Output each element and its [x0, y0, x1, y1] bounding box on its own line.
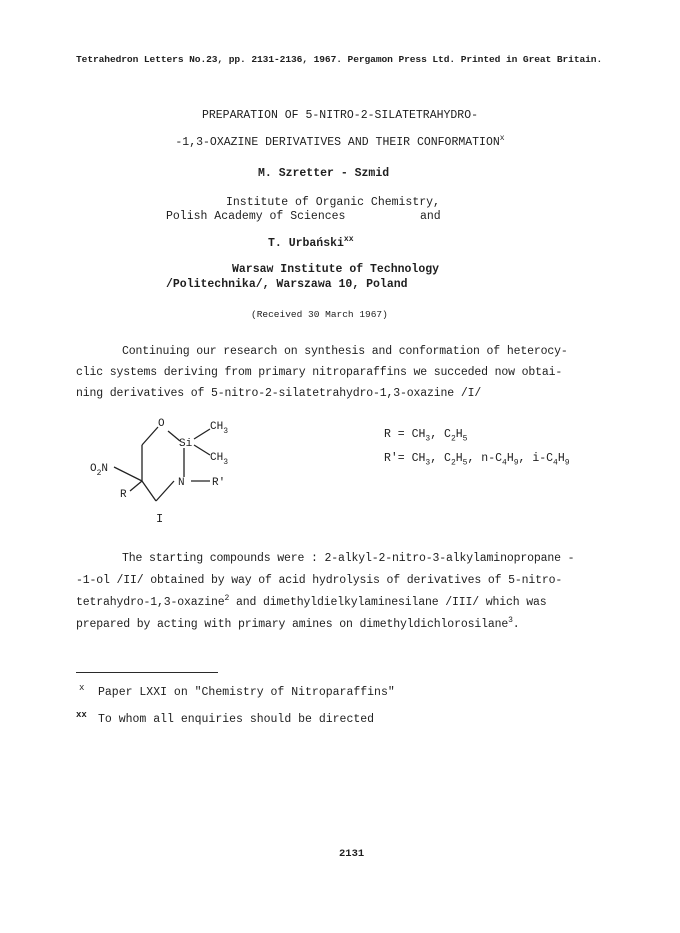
rp-def-sub-6: 4 — [553, 458, 558, 468]
p2-l4-a: prepared by acting with primary amines on dimethyldichlorosilane — [76, 618, 509, 631]
footnote-rule — [76, 672, 218, 673]
affiliation-1-line-1: Institute of Organic Chemistry, — [226, 196, 440, 209]
author-1: M. Szretter - Szmid — [258, 167, 390, 180]
rp-def-sub-7: 9 — [564, 458, 570, 468]
p2-l4-b: . — [512, 618, 520, 631]
footnote-1-mark: x — [79, 683, 85, 693]
rp-def-sub-2: 2 — [450, 458, 456, 468]
rp-def-c1: , C — [430, 452, 451, 465]
r-def-h: H — [455, 428, 463, 441]
title-footnote-mark: x — [499, 134, 505, 144]
r-prime-label: R' — [212, 477, 226, 489]
footnote-2-mark: xx — [76, 710, 87, 720]
nitro-sub: 2 — [96, 469, 102, 478]
paragraph-2-line-2: -1-ol /II/ obtained by way of acid hydrolysis of derivatives of 5-nitro- — [76, 574, 563, 587]
nitro-n: N — [101, 463, 109, 475]
paragraph-2-line-3 — [76, 596, 547, 609]
paragraph-1-line-2: clic systems deriving from primary nitroparaffins we succeded now obtai- — [76, 366, 563, 379]
paragraph-1-line-3: ning derivatives of 5-nitro-2-silatetrahydro-1,3-oxazine /I/ — [76, 387, 482, 400]
bond-c5-c4 — [142, 481, 156, 501]
bond-no2-c5 — [114, 467, 142, 481]
bond-r-c5 — [130, 481, 142, 491]
rp-def-lhs: R'= CH — [384, 452, 426, 465]
bond-o-c6 — [142, 427, 158, 445]
affiliation-2-line-2: /Politechnika/, Warszawa 10, Poland — [166, 278, 408, 291]
title-line-2 — [0, 136, 680, 149]
rp-def-h3: H — [557, 452, 565, 465]
author-2 — [268, 237, 354, 250]
title-line-1: PREPARATION OF 5-NITRO-2-SILATETRAHYDRO- — [201, 109, 479, 122]
bond-si-ch3-top — [194, 429, 210, 439]
author-2-footnote-mark: xx — [343, 235, 354, 245]
received-date: (Received 30 March 1967) — [251, 309, 388, 320]
ring-oxygen-label: O — [158, 418, 165, 430]
r-definition — [384, 428, 468, 444]
paragraph-1-line-1: Continuing our research on synthesis and conformation of heterocy- — [122, 345, 568, 358]
methyl-bottom-label — [210, 452, 228, 467]
p2-l4-ref: 3 — [508, 616, 513, 626]
footnote-1-text: Paper LXXI on "Chemistry of Nitroparaffins" — [98, 686, 395, 699]
rp-def-h2: H — [506, 452, 514, 465]
structure-number: I — [156, 512, 164, 526]
nitro-o: O — [90, 463, 97, 475]
r-label: R — [120, 489, 127, 501]
bond-c4-n — [156, 481, 174, 501]
methyl-top-label — [210, 421, 228, 436]
paragraph-2-line-1: The starting compounds were : 2-alkyl-2-nitro-3-alkylaminopropane - — [122, 552, 575, 565]
r-def-lhs: R = CH — [384, 428, 426, 441]
bond-si-ch3-bottom — [194, 445, 210, 455]
rp-def-c2: , n-C — [467, 452, 502, 465]
r-def-mid: , C — [430, 428, 451, 441]
author-2-name: T. Urbański — [268, 237, 344, 250]
title-line-2-text: -1,3-OXAZINE DERIVATIVES AND THEIR CONFORMATION — [175, 136, 500, 149]
paragraph-2-line-4 — [76, 618, 520, 631]
rp-def-h1: H — [455, 452, 463, 465]
rp-def-sub-5: 9 — [513, 458, 519, 468]
r-def-sub-1: 3 — [425, 434, 431, 444]
rp-def-sub-4: 4 — [502, 458, 507, 468]
nitro-group-label — [90, 463, 108, 478]
r-def-sub-2: 2 — [450, 434, 456, 444]
methyl-bottom-sub: 3 — [223, 458, 229, 467]
page-number: 2131 — [339, 848, 365, 860]
p2-l3-ref: 2 — [224, 594, 230, 604]
journal-header: Tetrahedron Letters No.23, pp. 2131-2136, 1967. Pergamon Press Ltd. Printed in Great Britain. — [76, 54, 603, 65]
footnote-2-text: To whom all enquiries should be directed — [98, 713, 375, 726]
methyl-top-sub: 3 — [223, 427, 229, 436]
and-connector: and — [420, 210, 441, 223]
ring-nitrogen-label: N — [178, 477, 185, 489]
rp-def-sub-1: 3 — [425, 458, 431, 468]
p2-l3-b: and dimethyldielkylaminesilane /III/ which was — [229, 596, 547, 609]
methyl-bottom-ch: CH — [210, 452, 224, 464]
ring-bonds — [114, 427, 210, 501]
p2-l3-a: tetrahydro-1,3-oxazine — [76, 596, 225, 609]
r-prime-definition — [384, 452, 570, 468]
affiliation-2-line-1: Warsaw Institute of Technology — [232, 263, 440, 276]
affiliation-1-line-2: Polish Academy of Sciences — [166, 210, 346, 223]
methyl-top-ch: CH — [210, 421, 224, 433]
r-def-sub-3: 5 — [462, 434, 468, 444]
oxazine-structure-diagram — [60, 415, 300, 535]
silicon-label: Si — [179, 438, 193, 450]
rp-def-sub-3: 5 — [462, 458, 468, 468]
rp-def-c3: , i-C — [518, 452, 554, 465]
